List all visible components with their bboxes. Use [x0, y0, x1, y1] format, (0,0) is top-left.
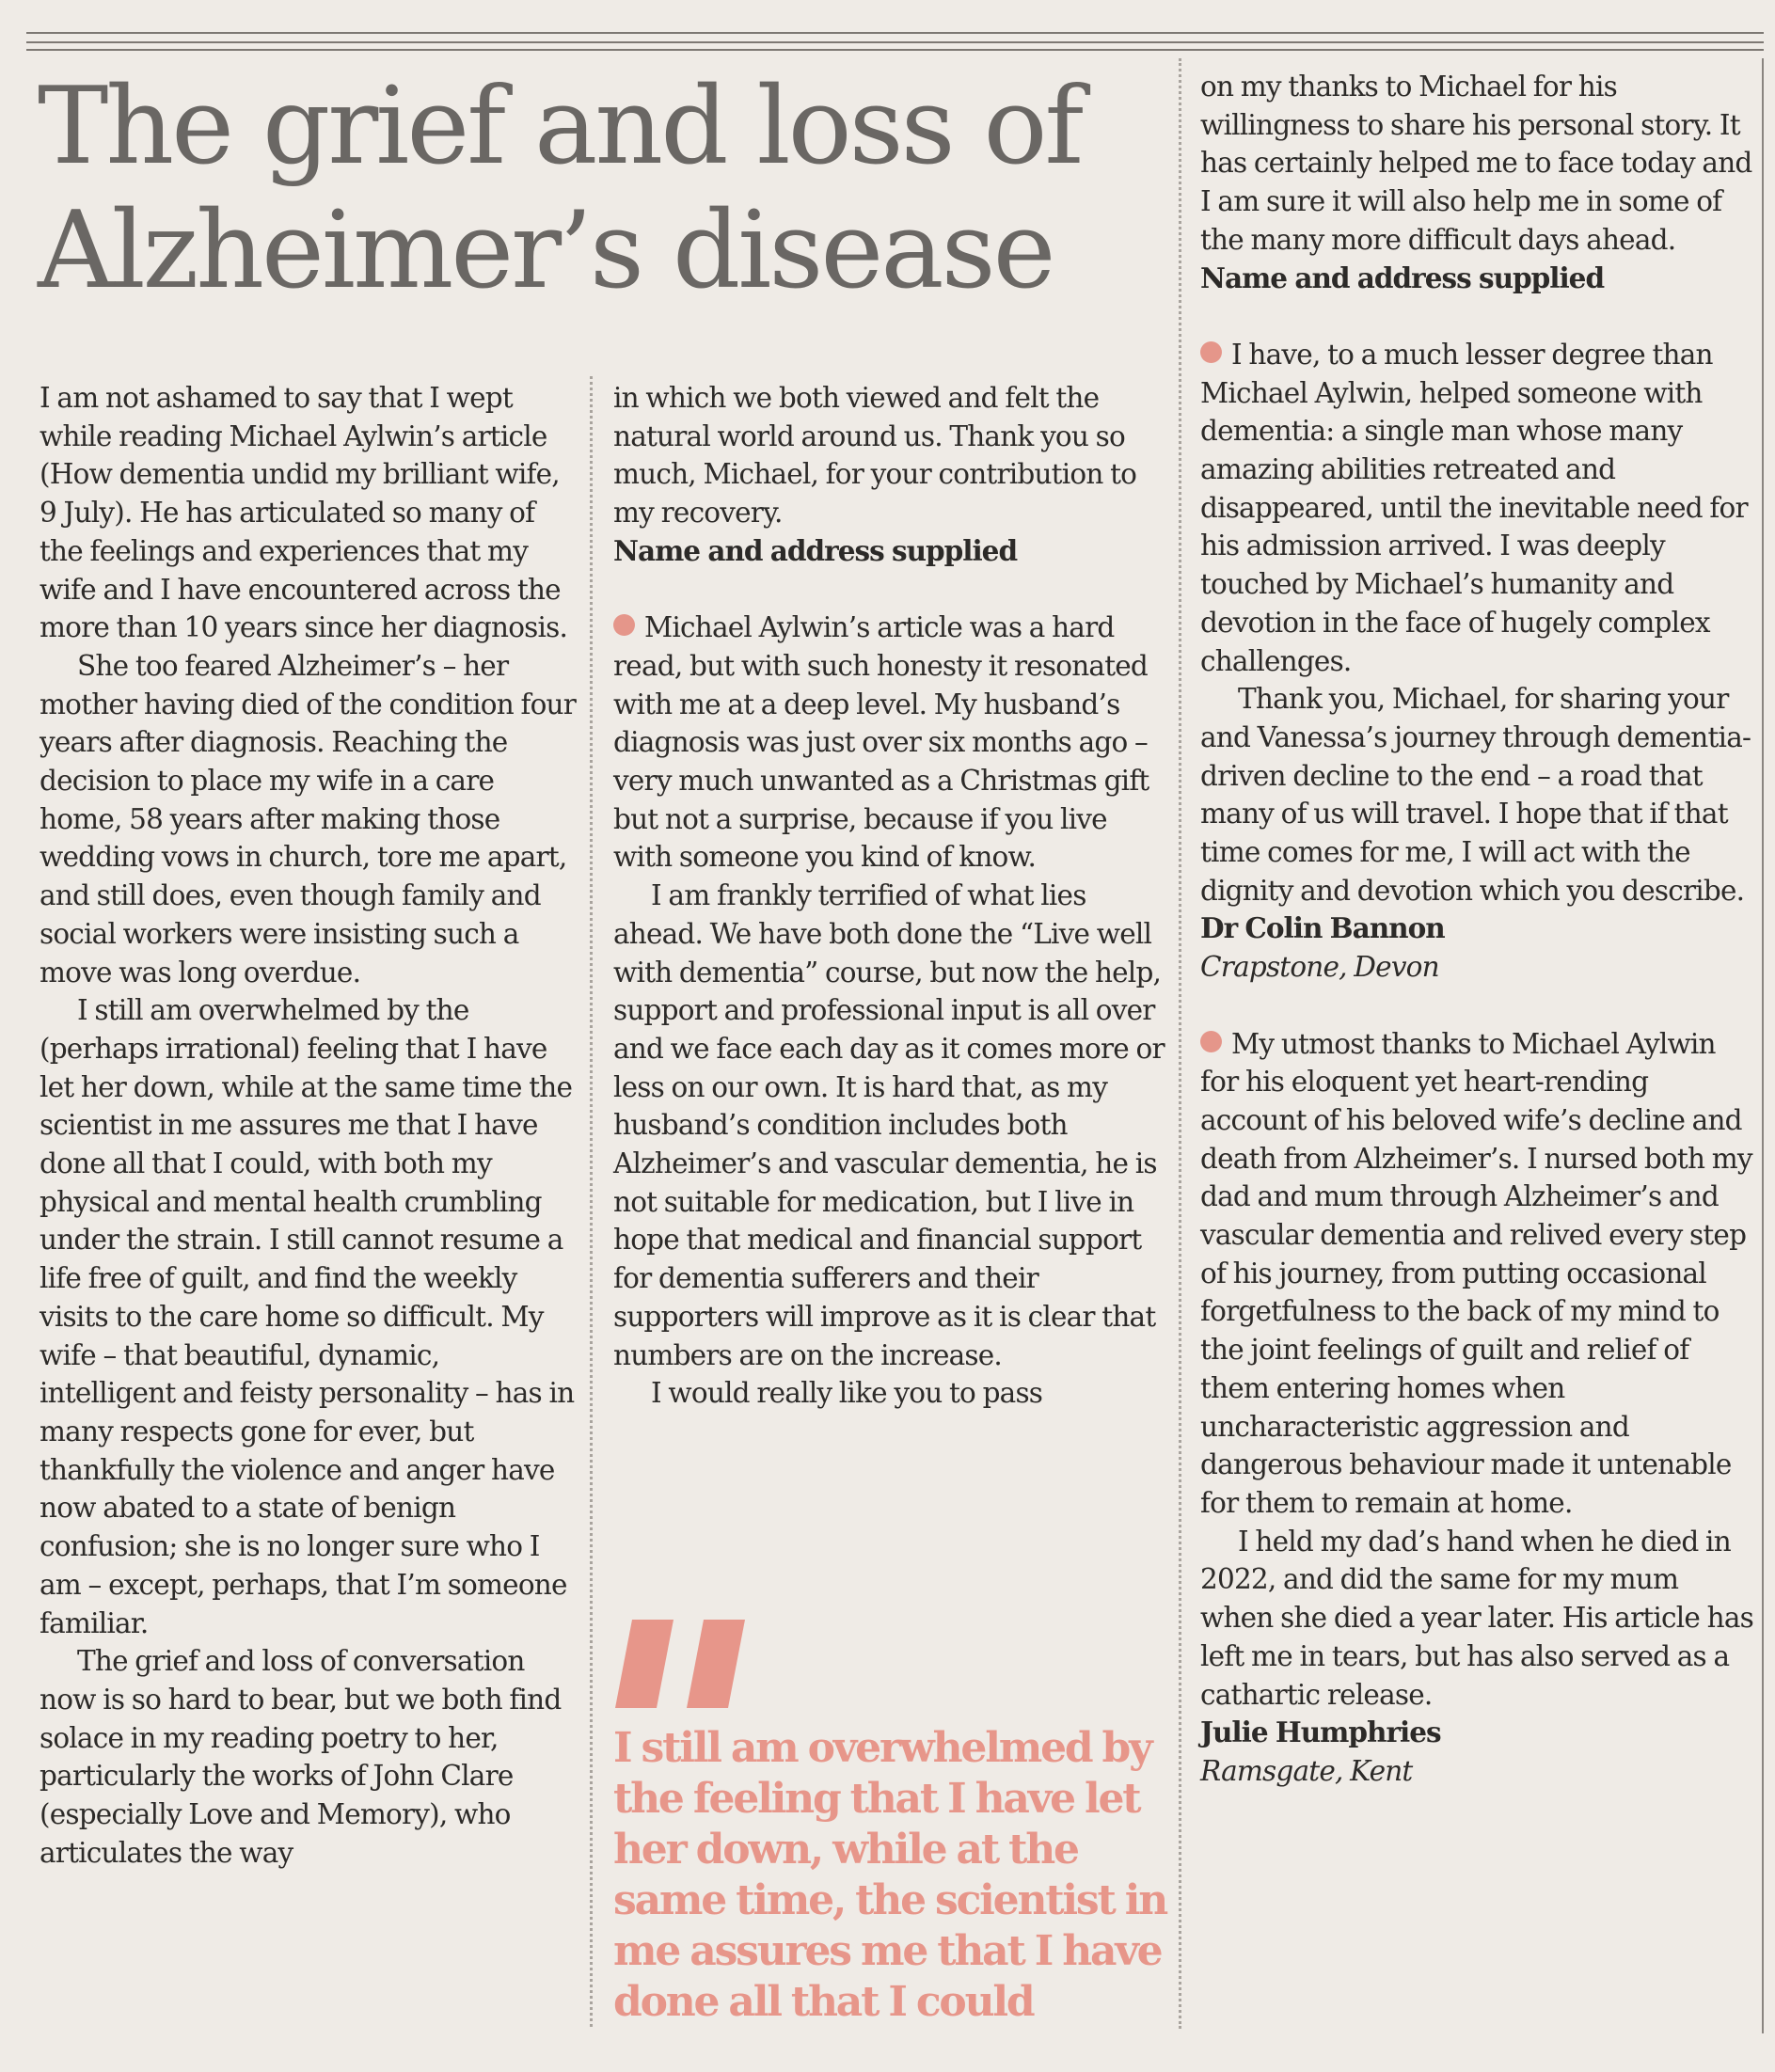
- letter1-paragraph-1: I am not ashamed to say that I wept while reading Michael Aylwin’s article (How dementia undid my brilliant wife, 9 July). He has articulated so many of the feelings and experiences that my wife and I have encountered across the more than 10 years since her diagnosis.: [40, 382, 568, 644]
- letter1-continuation: in which we both viewed and felt the natural world around us. Thank you so much, Michael, for your contribution to my recovery.: [613, 382, 1137, 530]
- letter4-byline-place: Ramsgate, Kent: [1200, 1754, 1413, 1787]
- letter3-paragraph-1-text: I have, to a much lesser degree than Michael Aylwin, helped someone with dementia: a single man whose many amazing abilities retreated and disappeared, until the inevitable need for his admission arrived. I was deeply touched by Michael’s humanity and devotion in the face of hugely complex challenges.: [1200, 338, 1748, 677]
- letter3-paragraph-1: [1200, 336, 1753, 680]
- letter2-paragraph-3: I would really like you to pass: [651, 1377, 1043, 1410]
- bullet-dot-icon: [1200, 1031, 1222, 1052]
- bullet-dot-icon: [1200, 341, 1222, 363]
- letter1-paragraph-2: She too feared Alzheimer’s – her mother having died of the condition four years after diagnosis. Reaching the decision to place my wife in a care home, 58 years after making those wedding vows in church, tore me apart, and still does, even though family and social workers were insisting such a move was long overdue.: [40, 649, 577, 989]
- top-rule-2: [26, 41, 1764, 43]
- letter3-paragraph-2: Thank you, Michael, for sharing your and Vanessa’s journey through dementia-driven decline to the end – a road that many of us will travel. I hope that if that time comes for me, I will act with the dignity and devotion which you describe.: [1200, 683, 1751, 907]
- letter4-paragraph-1-text: My utmost thanks to Michael Aylwin for his eloquent yet heart-rending account of his beloved wife’s decline and death from Alzheimer’s. I nursed both my dad and mum through Alzheimer’s and vascular dementia and relived every step of his journey, from putting occasional forgetfulness to the back of my mind to the joint feelings of guilt and relief of them entering homes when uncharacteristic aggression and dangerous behaviour made it untenable for them to remain at home.: [1200, 1027, 1752, 1519]
- bullet-dot-icon: [613, 614, 635, 636]
- right-edge-rule: [1762, 58, 1764, 2033]
- letter3-byline-name: Dr Colin Bannon: [1200, 911, 1445, 945]
- top-rule-3: [26, 49, 1764, 51]
- column-divider-2: [1179, 58, 1181, 2029]
- column-divider-1: [590, 376, 593, 2027]
- letter3-byline-place: Crapstone, Devon: [1200, 951, 1439, 984]
- column-2: [613, 379, 1165, 1413]
- letter2-paragraph-2: I am frankly terrified of what lies ahead. We have both done the “Live well with dementia” course, but now the help, support and professional input is all over and we face each day as it comes more or less on our own. It is hard that, as my husband’s condition includes both Alzheimer’s and vascular dementia, he is not suitable for medication, but I live in hope that medical and financial support for dementia sufferers and their supporters will improve as it is clear that numbers are on the increase.: [613, 879, 1165, 1371]
- letter4-paragraph-2: I held my dad’s hand when he died in 2022, and did the same for my mum when she died a year later. His article has left me in tears, but has also served as a cathartic release.: [1200, 1525, 1753, 1711]
- quote-mark-icon: [613, 1612, 754, 1717]
- pull-quote: I still am overwhelmed by the feeling that I have let her down, while at the same time, the scientist in me assures me that I have done all that I could: [613, 1724, 1167, 2026]
- letter1-paragraph-4: The grief and loss of conversation now is so hard to bear, but we both find solace in my reading poetry to her, particularly the works of John Clare (especially Love and Memory), who articulates the way: [40, 1645, 562, 1869]
- column-1: [40, 379, 580, 1872]
- letter1-paragraph-3: I still am overwhelmed by the (perhaps irrational) feeling that I have let her down, while at the same time the scientist in me assures me that I have done all that I could, with both my physical and mental health crumbling under the strain. I still cannot resume a life free of guilt, and find the weekly visits to the care home so difficult. My wife – that beautiful, dynamic, intelligent and feisty personality – has in many respects gone for ever, but thankfully the violence and anger have now abated to a state of benign confusion; she is no longer sure who I am – except, perhaps, that I’m someone familiar.: [40, 994, 575, 1639]
- article-headline: The grief and loss of Alzheimer’s disease: [38, 64, 1082, 312]
- letter2-paragraph-1-text: Michael Aylwin’s article was a hard read, but with such honesty it resonated with me at a deep level. My husband’s diagnosis was just over six months ago – very much unwanted as a Christmas gift but not a surprise, because if you live with someone you kind of know.: [613, 611, 1149, 874]
- letter2-continuation: on my thanks to Michael for his willingness to share his personal story. It has certainly helped me to face today and I am sure it will also help me in some of the many more difficult days ahead.: [1200, 71, 1752, 256]
- letter2-paragraph-1: [613, 609, 1165, 877]
- letter4-paragraph-1: [1200, 1025, 1753, 1523]
- letter1-byline: Name and address supplied: [613, 533, 1018, 567]
- top-rule: [26, 32, 1764, 34]
- letter2-byline: Name and address supplied: [1200, 261, 1605, 294]
- column-3: [1200, 68, 1753, 1791]
- letter4-byline-name: Julie Humphries: [1200, 1716, 1441, 1749]
